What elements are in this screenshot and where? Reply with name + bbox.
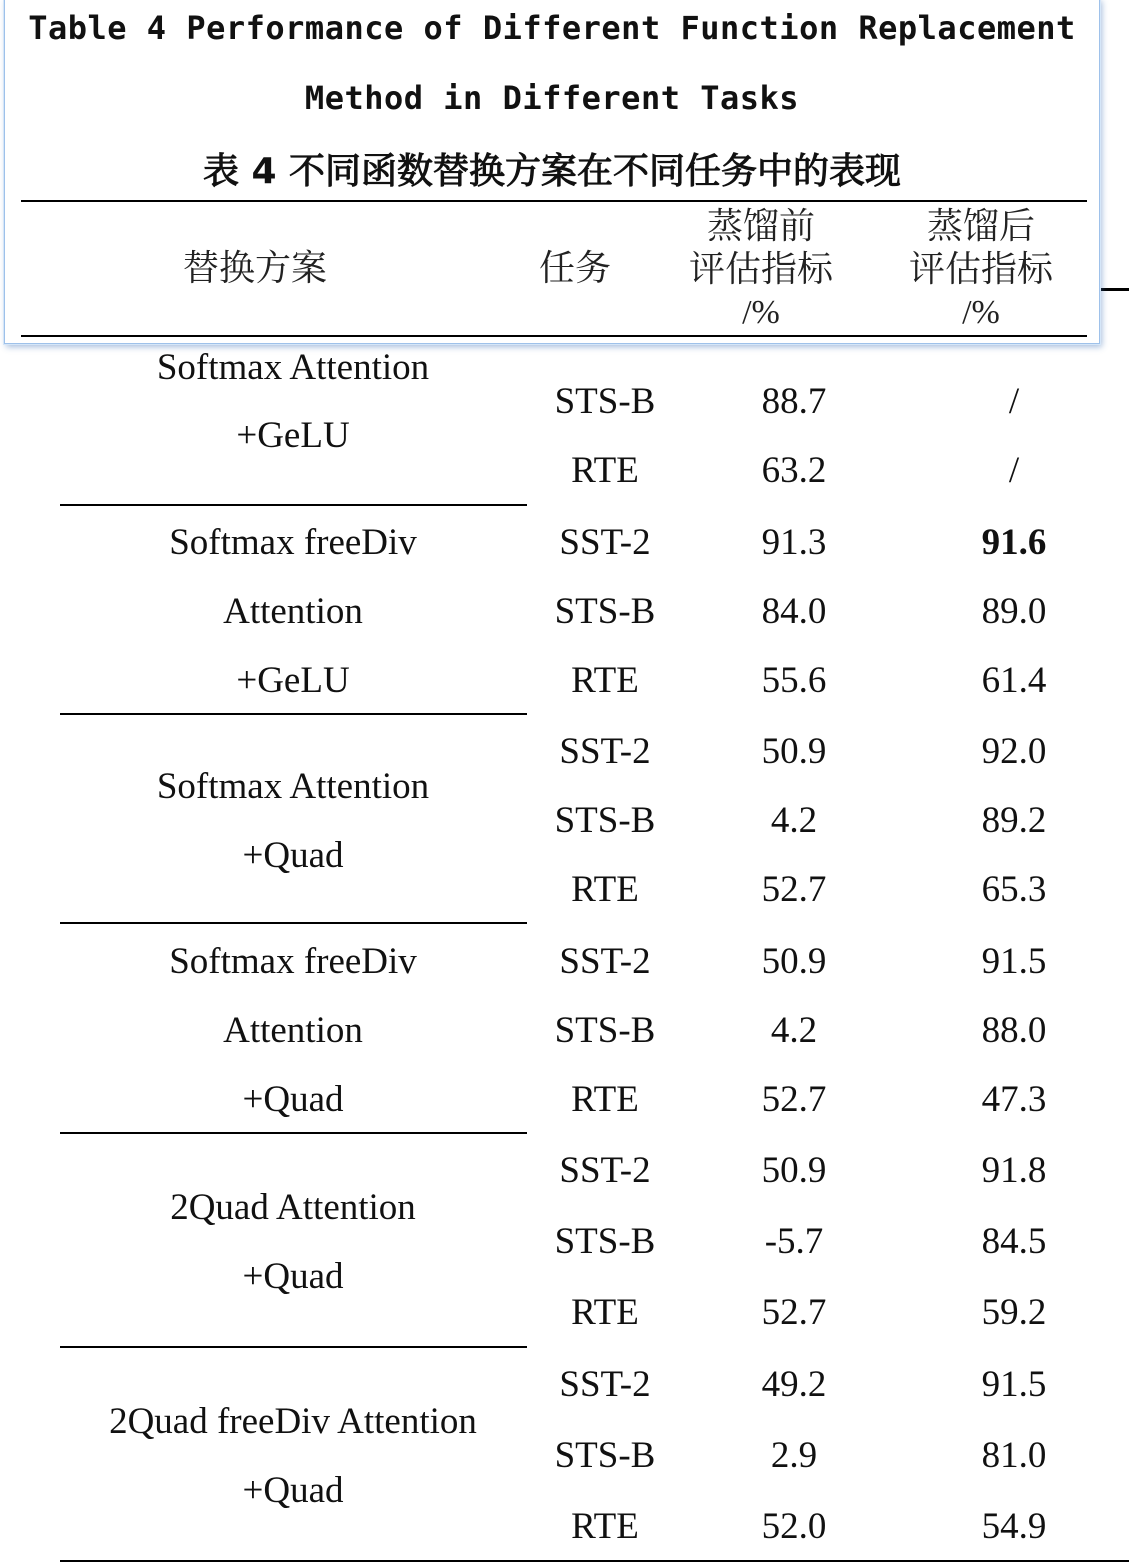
header-after-line-2: 评估指标: [908, 249, 1053, 290]
task-cell: STS-B: [554, 1010, 656, 1051]
task-cell: SST-2: [559, 941, 651, 982]
task-cell: RTE: [571, 450, 639, 491]
task-cell: STS-B: [554, 591, 656, 632]
header-rule: [21, 335, 1087, 337]
before-value: 52.7: [761, 1079, 827, 1120]
task-cell: STS-B: [554, 1435, 656, 1476]
method-line: +Quad: [242, 1079, 344, 1120]
before-value: 55.6: [761, 660, 827, 701]
caption-chinese: 表 4 不同函数替换方案在不同任务中的表现: [202, 151, 902, 192]
header-after-line-1: 蒸馏后: [926, 206, 1035, 247]
before-value: 52.7: [761, 1292, 827, 1333]
method-line: +GeLU: [236, 415, 350, 456]
caption-english-line-2: Method in Different Tasks: [304, 79, 800, 117]
header-method: 替换方案: [182, 248, 327, 289]
after-value: /: [1008, 381, 1020, 422]
after-value: 54.9: [981, 1506, 1047, 1547]
group-separator: [60, 922, 527, 924]
after-value: 61.4: [981, 660, 1047, 701]
before-value: 49.2: [761, 1364, 827, 1405]
before-value: 91.3: [761, 522, 827, 563]
method-line: Softmax Attention: [156, 766, 430, 807]
after-value: 88.0: [981, 1010, 1047, 1051]
after-value: 89.0: [981, 591, 1047, 632]
header-before-unit: /%: [742, 294, 780, 331]
header-task: 任务: [538, 248, 611, 289]
header-before-line-1: 蒸馏前: [706, 206, 815, 247]
task-cell: STS-B: [554, 1221, 656, 1262]
before-value: 50.9: [761, 731, 827, 772]
before-value: 2.9: [770, 1435, 818, 1476]
before-value: 84.0: [761, 591, 827, 632]
task-cell: SST-2: [559, 731, 651, 772]
task-cell: SST-2: [559, 522, 651, 563]
task-cell: RTE: [571, 1079, 639, 1120]
after-value: 89.2: [981, 800, 1047, 841]
before-value: 63.2: [761, 450, 827, 491]
before-value: 88.7: [761, 381, 827, 422]
method-line: 2Quad Attention: [170, 1187, 416, 1228]
after-value: /: [1008, 450, 1020, 491]
after-value-best: 91.6: [981, 522, 1047, 563]
before-value: 50.9: [761, 941, 827, 982]
after-value: 91.5: [981, 941, 1047, 982]
header-after-distillation: [893, 205, 1069, 334]
before-value: 4.2: [770, 1010, 818, 1051]
before-value: 50.9: [761, 1150, 827, 1191]
method-line: Attention: [223, 1010, 363, 1051]
method-line: Softmax Attention: [156, 347, 430, 388]
method-line: Softmax freeDiv: [169, 941, 417, 982]
after-value: 65.3: [981, 869, 1047, 910]
after-value: 91.5: [981, 1364, 1047, 1405]
top-rule: [21, 200, 1087, 202]
header-before-distillation: [673, 205, 849, 334]
after-value: 59.2: [981, 1292, 1047, 1333]
task-cell: SST-2: [559, 1364, 651, 1405]
method-line: +GeLU: [236, 660, 350, 701]
group-separator: [60, 1346, 527, 1348]
bottom-rule: [60, 1560, 1129, 1562]
before-value: 4.2: [770, 800, 818, 841]
after-value: 81.0: [981, 1435, 1047, 1476]
before-value: 52.7: [761, 869, 827, 910]
task-cell: RTE: [571, 1292, 639, 1333]
group-separator: [60, 1132, 527, 1134]
after-value: 47.3: [981, 1079, 1047, 1120]
header-after-unit: /%: [962, 294, 1000, 331]
method-line: +Quad: [242, 835, 344, 876]
header-before-line-2: 评估指标: [688, 249, 833, 290]
method-line: Attention: [223, 591, 363, 632]
task-cell: RTE: [571, 660, 639, 701]
table-header-panel: [4, 0, 1100, 344]
before-value: -5.7: [764, 1221, 824, 1262]
method-line: +Quad: [242, 1470, 344, 1511]
caption-english-line-1: Table 4 Performance of Different Function Replacement: [28, 9, 1076, 47]
method-line: 2Quad freeDiv Attention: [109, 1401, 477, 1442]
task-cell: RTE: [571, 869, 639, 910]
task-cell: RTE: [571, 1506, 639, 1547]
after-value: 84.5: [981, 1221, 1047, 1262]
group-separator: [60, 504, 527, 506]
task-cell: SST-2: [559, 1150, 651, 1191]
task-cell: STS-B: [554, 381, 656, 422]
after-value: 91.8: [981, 1150, 1047, 1191]
group-separator: [60, 713, 527, 715]
task-cell: STS-B: [554, 800, 656, 841]
method-line: Softmax freeDiv: [169, 522, 417, 563]
background-rule-fragment: [1101, 288, 1129, 291]
before-value: 52.0: [761, 1506, 827, 1547]
after-value: 92.0: [981, 731, 1047, 772]
method-line: +Quad: [242, 1256, 344, 1297]
